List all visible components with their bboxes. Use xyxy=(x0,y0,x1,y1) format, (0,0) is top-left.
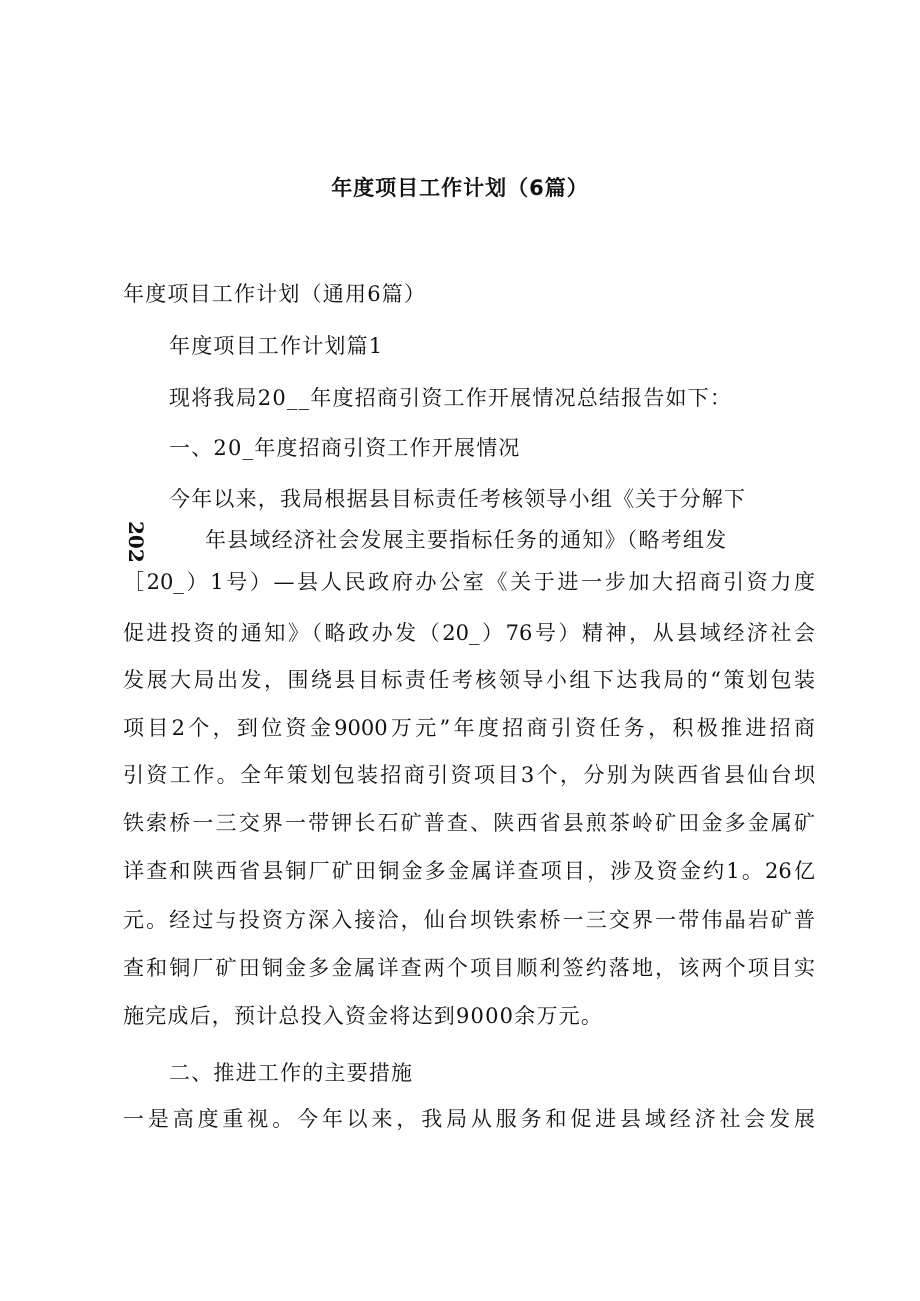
section-heading: 年度项目工作计划篇1 xyxy=(169,334,384,358)
document-title: 年度项目工作计划（6篇） xyxy=(331,176,589,200)
paragraph-line: 铁索桥一三交界一带钾长石矿普查、陕西省县煎茶岭矿田金多金属矿 xyxy=(123,811,815,835)
paragraph-line: 项目2个，到位资金9000万元”年度招商引资任务，积极推进招商 xyxy=(123,716,815,740)
paragraph-line: 施完成后，预计总投入资金将达到9000余万元。 xyxy=(123,1004,604,1028)
rotated-year-text: 202 xyxy=(124,521,148,563)
paragraph-line: 查和铜厂矿田铜金多金属详查两个项目顺利签约落地，该两个项目实 xyxy=(123,956,815,980)
heading-one: 一、20_年度招商引资工作开展情况 xyxy=(169,436,521,460)
paragraph-line: 一是高度重视。今年以来，我局从服务和促进县域经济社会发展 xyxy=(123,1107,815,1131)
paragraph-line: 今年以来，我局根据县目标责任考核领导小组《关于分解下 xyxy=(169,487,747,511)
subtitle: 年度项目工作计划（通用6篇） xyxy=(123,282,427,306)
paragraph-line: ［20_）1号）—县人民政府办公室《关于进一步加大招商引资力度 xyxy=(123,570,815,594)
paragraph-line: 引资工作。全年策划包装招商引资项目3个，分别为陕西省县仙台坝 xyxy=(123,763,815,787)
paragraph-line: 详查和陕西省县铜厂矿田铜金多金属详查项目，涉及资金约1。26亿 xyxy=(123,859,815,883)
paragraph-line: 元。经过与投资方深入接洽，仙台坝铁索桥一三交界一带伟晶岩矿普 xyxy=(123,908,815,932)
paragraph-line: 年县域经济社会发展主要指标任务的通知》（略考组发 xyxy=(205,528,728,552)
paragraph-line: 促进投资的通知》（略政办发（20_）76号）精神，从县域经济社会 xyxy=(123,621,815,645)
heading-two: 二、推进工作的主要措施 xyxy=(169,1061,414,1085)
intro-paragraph: 现将我局20__年度招商引资工作开展情况总结报告如下： xyxy=(169,386,733,410)
paragraph-line: 发展大局出发，围绕县目标责任考核领导小组下达我局的“策划包装 xyxy=(123,668,815,692)
